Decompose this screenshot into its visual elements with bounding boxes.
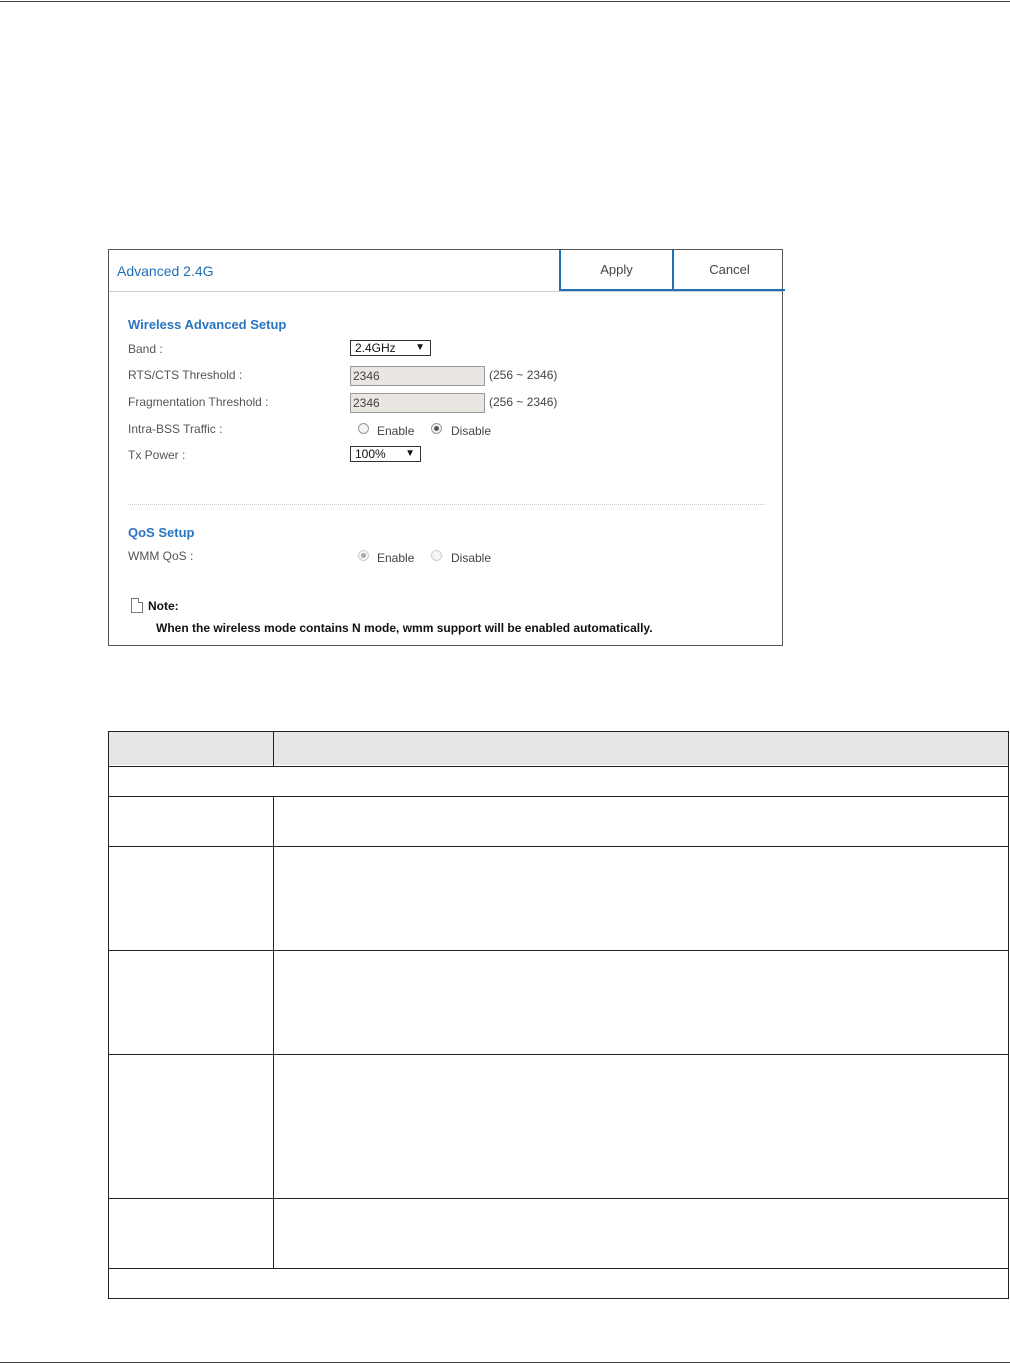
table-rule bbox=[108, 950, 1009, 951]
cancel-button[interactable]: Cancel bbox=[672, 250, 785, 291]
table-header-row bbox=[109, 732, 1008, 765]
panel-header bbox=[109, 250, 782, 292]
page-top-rule bbox=[0, 1, 1010, 2]
table-rule bbox=[108, 846, 1009, 847]
rts-cts-range-hint: (256 ~ 2346) bbox=[489, 368, 558, 382]
fragmentation-threshold-label: Fragmentation Threshold : bbox=[128, 395, 269, 409]
note-title: Note: bbox=[148, 599, 179, 613]
intra-bss-disable-radio[interactable] bbox=[431, 423, 442, 434]
table-rule bbox=[273, 731, 274, 767]
dropdown-arrow-icon: ▼ bbox=[415, 342, 425, 353]
band-select[interactable] bbox=[350, 340, 431, 356]
apply-button[interactable]: Apply bbox=[559, 250, 672, 291]
rts-cts-threshold-label: RTS/CTS Threshold : bbox=[128, 368, 243, 382]
intra-bss-traffic-label: Intra-BSS Traffic : bbox=[128, 422, 223, 436]
dropdown-arrow-icon: ▼ bbox=[405, 448, 415, 459]
table-rule bbox=[108, 766, 1009, 767]
wmm-enable-radio bbox=[358, 550, 369, 561]
wireless-advanced-setup-title: Wireless Advanced Setup bbox=[128, 317, 287, 332]
table-rule bbox=[108, 1268, 1009, 1269]
band-label: Band : bbox=[128, 342, 163, 356]
fragmentation-threshold-input[interactable]: 2346 bbox=[350, 393, 485, 413]
tx-power-label: Tx Power : bbox=[128, 448, 186, 462]
note-text: When the wireless mode contains N mode, wmm support will be enabled automatically. bbox=[156, 621, 653, 635]
section-divider bbox=[128, 504, 765, 505]
advanced-24g-panel bbox=[108, 249, 783, 646]
table-rule bbox=[108, 796, 1009, 797]
fragmentation-range-hint: (256 ~ 2346) bbox=[489, 395, 558, 409]
wmm-enable-label: Enable bbox=[377, 551, 415, 565]
table-rule bbox=[108, 1054, 1009, 1055]
table-rule bbox=[108, 731, 109, 1299]
wmm-disable-label: Disable bbox=[451, 551, 492, 565]
panel-title: Advanced 2.4G bbox=[117, 263, 214, 279]
intra-bss-enable-radio[interactable] bbox=[358, 423, 369, 434]
note-document-icon bbox=[131, 598, 143, 613]
wmm-disable-radio bbox=[431, 550, 442, 561]
table-rule bbox=[108, 1198, 1009, 1199]
qos-setup-title: QoS Setup bbox=[128, 525, 195, 540]
table-rule bbox=[1008, 731, 1009, 1299]
band-select-value: 2.4GHz bbox=[355, 341, 396, 355]
intra-bss-disable-label: Disable bbox=[451, 424, 492, 438]
tx-power-select-value: 100% bbox=[355, 447, 386, 461]
rts-cts-threshold-input[interactable]: 2346 bbox=[350, 366, 485, 386]
table-rule bbox=[108, 1298, 1009, 1299]
wmm-qos-label: WMM QoS : bbox=[128, 549, 194, 563]
page-bottom-rule bbox=[0, 1362, 1010, 1363]
tx-power-select[interactable] bbox=[350, 446, 421, 462]
table-rule bbox=[108, 731, 1009, 732]
table-rule bbox=[273, 796, 274, 1269]
intra-bss-enable-label: Enable bbox=[377, 424, 415, 438]
